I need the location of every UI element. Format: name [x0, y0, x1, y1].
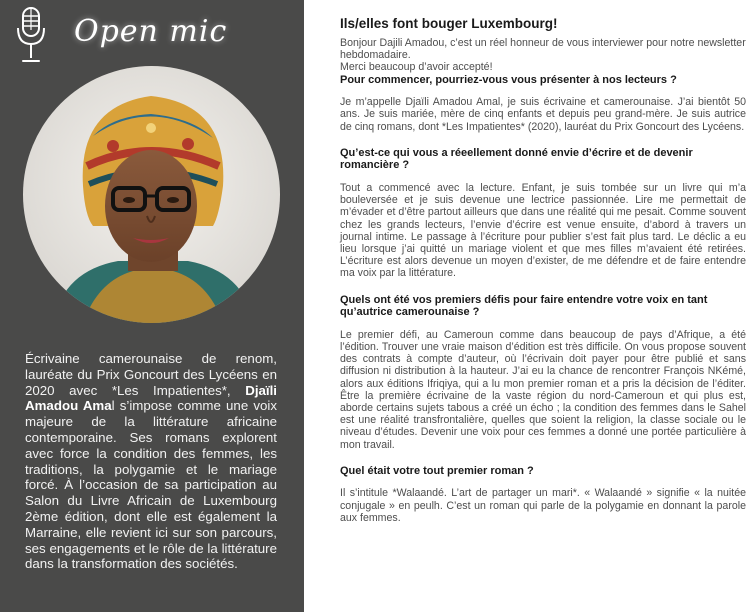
question-1: Pour commencer, pourriez-vous vous présenter à nos lecteurs ?	[340, 73, 677, 86]
section-title: Open mic	[74, 14, 228, 49]
question-4: Quel était votre tout premier roman ?	[340, 464, 534, 477]
question-3: Quels ont été vos premiers défis pour faire entendre votre voix en tant qu’autrice camerounaise ?	[340, 293, 708, 319]
article-title: Ils/elles font bouger Luxembourg!	[340, 16, 558, 31]
left-panel	[0, 0, 304, 612]
answer-1: Je m’appelle Djaïli Amadou Amal, je suis écrivaine et camerounaise. J’ai bientôt 50 ans. Je suis mariée, mère de cinq enfants et depuis peu grand-mère. Je suis autrice de cinq romans, dont *Les Impatientes* (2020), lauréat du Prix Goncourt des Lycéens.	[340, 96, 746, 133]
answer-3: Le premier défi, au Cameroun comme dans beaucoup de pays d’Afrique, a été l’édition. Trouver une vraie maison d’édition est très difficile. On vous propose souvent des contrats à compte d’auteur, où l’écrivain doit payer pour être publié et sans diffusion ni distribution à la hauteur. J’ai eu la chance de rencontrer François NKémé, alors aux éditions Ifriqiya, qui a lu mon premier roman et a pris la décision de l’éditer. Être la première écrivaine de la vaste région du nord-Cameroun et qui plus est, aborde certains sujets tabous a créé un écho ; la condition des femmes dans le Sahel est une réalité transfrontalière, quelles que soient la religion, la classe sociale ou le niveau d’études. Devenir une voix pour ces femmes a donné une portée particulière à mon travail.	[340, 328, 746, 451]
microphone-icon	[14, 6, 48, 66]
question-2: Qu’est-ce qui vous a réeellement donné envie d’écrire et de devenir romancière ?	[340, 146, 693, 172]
interview-article	[340, 16, 746, 538]
author-name: Djaïli Amadou Ama	[25, 382, 277, 414]
answer-2: Tout a commencé avec la lecture. Enfant, je suis tombée sur un livre qui m’a bouleversée et je suis devenue une lectrice passionnée. Lire me permettait de m’évader et d’être partout ailleurs que dans une réalité qui me pesait. Comme souvent chez les grands lecteurs, l’envie d’écrire est venue ensuite, d’abord à travers un journal intime. Le passage à l’écriture pour publier s’est fait plus tard. Le déclic a eu lieu lorsque j’ai quitté un mariage violent et que mes filles m’avaient été retirées. L’écriture est alors devenue un moyen d’exister, de me défendre et de faire entendre ma voix par la littérature.	[340, 182, 746, 280]
portrait-photo	[23, 66, 280, 323]
answer-4: Il s’intitule *Walaandé. L’art de partager un mari*. « Walaandé » signifie « la nuitée conjugale » en peulh. C’est un roman qui parle de la polygamie en donnant la parole aux femmes.	[340, 487, 746, 524]
intro-paragraph: Bonjour Dajili Amadou, c’est un réel honneur de vous interviewer pour notre newsletter hebdomadaire.	[340, 37, 746, 62]
author-bio: Écrivaine camerounaise de renom, lauréate du Prix Goncourt des Lycéens en 2020 avec *Les Impatientes*, Djaïli Amadou Amal s’impose comme une voix majeure de la littérature africaine contemporaine. Ses romans explorent avec force la condition des femmes, les traditions, la polygamie et le mariage forcé. À l’occasion de sa participation au Salon du Livre Africain de Luxembourg 2ème édition, dont elle est également la Marraine, elle revient ici sur son parcours, ses engagements et le rôle de la littérature dans la transformation des sociétés.	[25, 351, 277, 572]
intro-thanks: Merci beaucoup d’avoir accepté!	[340, 61, 493, 74]
